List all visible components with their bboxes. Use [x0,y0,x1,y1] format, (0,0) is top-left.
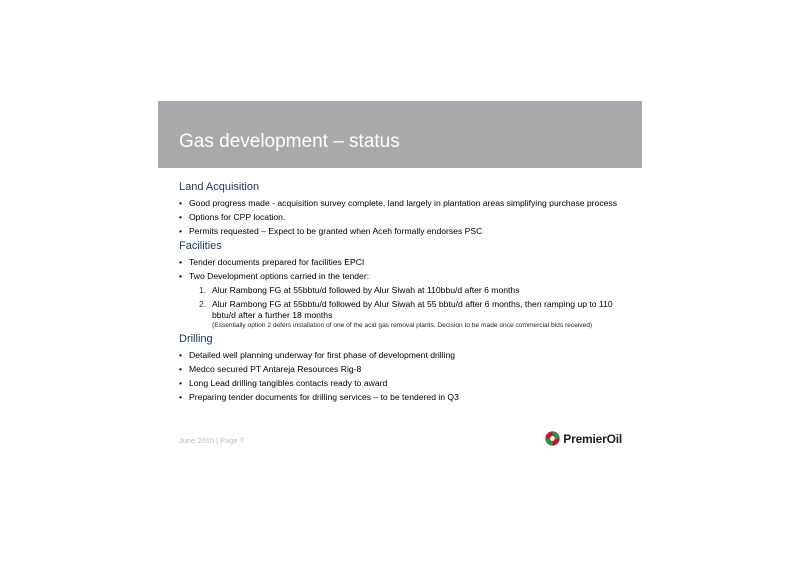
company-logo [545,431,622,446]
list-item: • Medco secured PT Antareja Resources Rig-8 [179,364,362,374]
slide-content [179,181,619,406]
bullet-icon: • [179,350,183,360]
list-item: • Long Lead drilling tangibles contacts ready to award [179,378,388,388]
slide [158,101,642,463]
title-band [158,101,642,168]
bullet-icon: • [179,198,183,208]
bullet-icon: • [179,378,183,388]
section-heading-facilities: Facilities [179,240,222,252]
list-item: • Preparing tender documents for drilling services – to be tendered in Q3 [179,392,459,402]
slide-title: Gas development – status [179,131,400,152]
section-heading-land-acquisition: Land Acquisition [179,181,260,193]
bullet-icon: • [179,257,183,267]
option-number: 2. [199,299,207,309]
bullet-icon: • [179,271,183,281]
section-heading-drilling: Drilling [179,333,213,345]
list-item: • Detailed well planning underway for first phase of development drilling [179,350,456,360]
bullet-icon: • [179,226,183,236]
footer-date-page: June 2010 | Page 7 [179,436,244,445]
bullet-icon: • [179,212,183,222]
list-item: • Good progress made - acquisition survey complete, land largely in plantation areas simplifying purchase process [179,198,617,208]
land-acquisition-list [179,198,619,237]
development-options-list [179,285,619,330]
logo-wordmark: PremierOil [563,431,622,446]
list-item: • Options for CPP location. [179,212,286,222]
bullet-icon: • [179,364,183,374]
premier-oil-logo-icon [545,431,560,446]
facilities-list [179,257,619,282]
list-item: • Tender documents prepared for facilities EPCI [179,257,365,267]
option-note: (Essentially option 2 defers installation of one of the acid gas removal plants. Decision to be made once commercial bids received) [212,322,593,329]
option-number: 1. [199,285,207,295]
drilling-list [179,350,619,403]
list-item: • Permits requested – Expect to be granted when Aceh formally endorses PSC [179,226,483,236]
option-item: 2. Alur Rambong FG at 55bbtu/d followed by Alur Siwah at 55 bbtu/d after 6 months, then ramping up to 110 bbtu/d after a further 18 months (Essentially option 2 defers installation of one of the acid gas removal plants. Decision to be made once commercial bids received) [179,299,619,330]
bullet-icon: • [179,392,183,402]
option-item: 1. Alur Rambong FG at 55bbtu/d followed by Alur Siwah at 110bbu/d after 6 months [199,285,520,295]
list-item: • Two Development options carried in the tender: [179,271,370,281]
